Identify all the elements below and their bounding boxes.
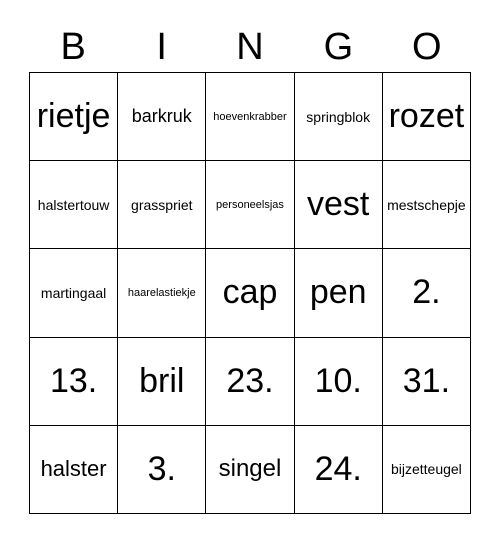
bingo-cell[interactable]: 31. <box>383 338 471 426</box>
header-letter-o: O <box>412 26 442 68</box>
bingo-cell[interactable]: haarelastiekje <box>118 249 206 337</box>
bingo-cell[interactable]: martingaal <box>30 249 118 337</box>
bingo-cell[interactable]: 13. <box>30 338 118 426</box>
bingo-cell[interactable]: 23. <box>206 338 294 426</box>
bingo-cell[interactable]: pen <box>295 249 383 337</box>
bingo-cell[interactable]: halster <box>30 426 118 514</box>
bingo-cell[interactable]: grasspriet <box>118 161 206 249</box>
bingo-cell[interactable]: mestschepje <box>383 161 471 249</box>
bingo-cell[interactable]: rietje <box>30 73 118 161</box>
bingo-cell[interactable]: 24. <box>295 426 383 514</box>
bingo-cell[interactable]: halstertouw <box>30 161 118 249</box>
bingo-cell[interactable]: vest <box>295 161 383 249</box>
bingo-cell[interactable]: rozet <box>383 73 471 161</box>
bingo-cell[interactable]: cap <box>206 249 294 337</box>
bingo-cell[interactable]: 2. <box>383 249 471 337</box>
bingo-cell[interactable]: bril <box>118 338 206 426</box>
bingo-cell[interactable]: singel <box>206 426 294 514</box>
bingo-header <box>29 22 471 72</box>
header-letter-g: G <box>323 26 354 68</box>
header-letter-n: N <box>236 26 264 68</box>
header-letter-b: B <box>60 26 86 68</box>
bingo-cell[interactable]: springblok <box>295 73 383 161</box>
bingo-cell[interactable]: 10. <box>295 338 383 426</box>
bingo-cell[interactable]: personeelsjas <box>206 161 294 249</box>
bingo-card-grid <box>29 72 471 514</box>
bingo-cell[interactable]: 3. <box>118 426 206 514</box>
bingo-cell[interactable]: hoevenkrabber <box>206 73 294 161</box>
bingo-cell[interactable]: barkruk <box>118 73 206 161</box>
header-letter-i: I <box>156 26 167 68</box>
bingo-cell[interactable]: bijzetteugel <box>383 426 471 514</box>
